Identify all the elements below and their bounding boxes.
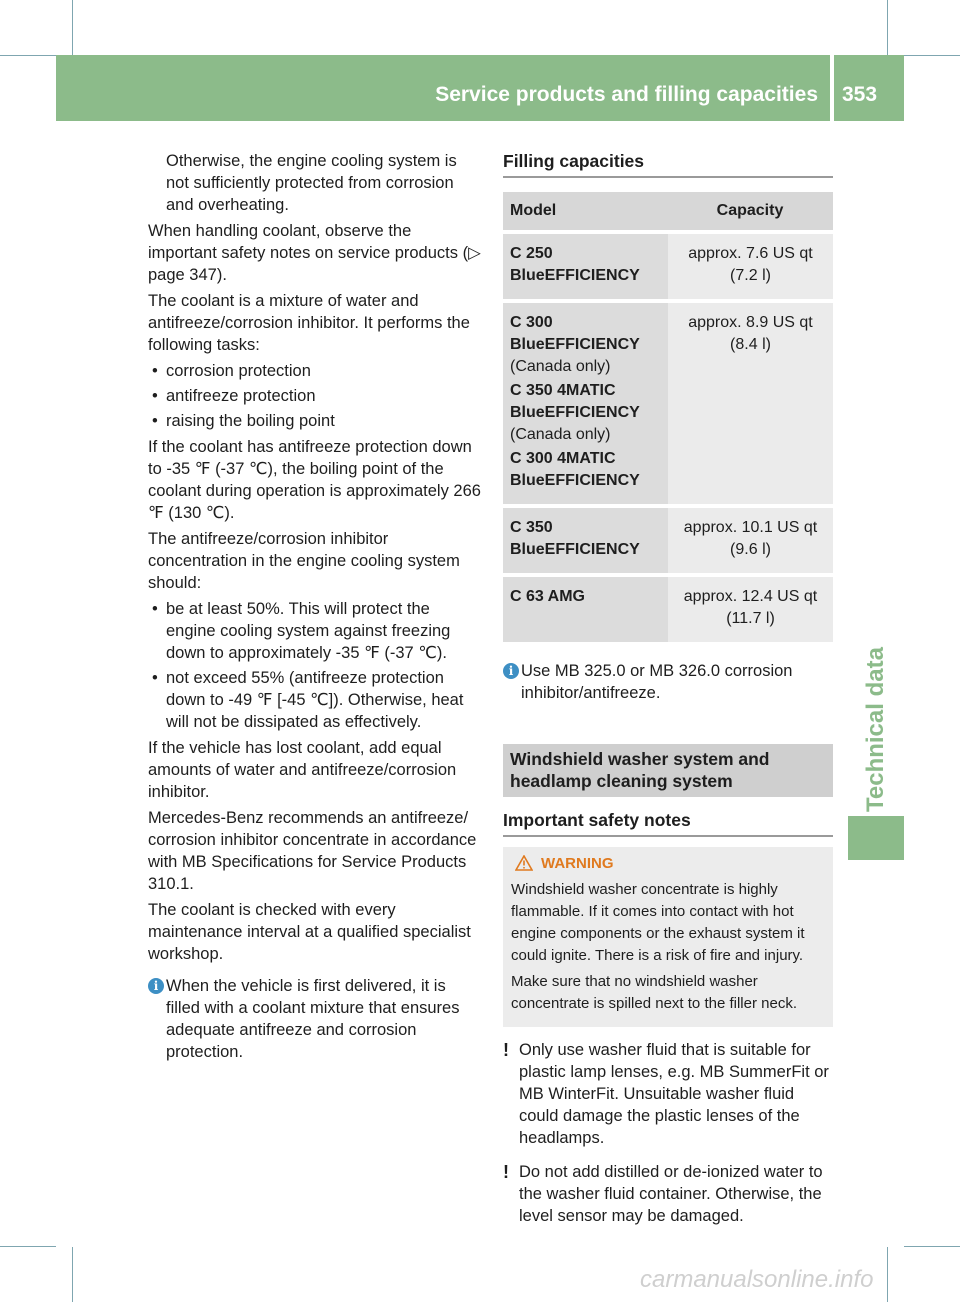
- filling-capacities-heading: Filling capacities: [503, 150, 833, 178]
- header-separator: [830, 55, 834, 121]
- table-row: [503, 234, 833, 299]
- paragraph: The coolant is checked with every maintenance interval at a qualified specialist workshop.: [148, 901, 471, 963]
- warning-triangle-icon: [515, 855, 533, 871]
- capacity-cell: [668, 508, 833, 573]
- info-note: [148, 975, 482, 1063]
- exclamation-icon: !: [503, 1040, 509, 1060]
- table-header-row: [503, 192, 833, 230]
- model-note: (Canada only): [510, 358, 611, 375]
- crop-mark: [904, 1246, 960, 1247]
- crop-mark: [0, 55, 56, 56]
- capacity-l: (9.6 l): [730, 541, 771, 558]
- capacity-qt: approx. 7.6 US qt: [688, 245, 813, 262]
- capacity-l: (11.7 l): [726, 610, 775, 627]
- left-column: [148, 150, 482, 1063]
- table-row: [503, 577, 833, 642]
- warning-text: Windshield washer concentrate is highly flammable. If it comes into contact with hot engine components or the exhaust system it could ignite. There is a risk of fire and injury.: [511, 881, 805, 964]
- info-note: [503, 660, 833, 704]
- watermark: carmanualsonline.info: [640, 1266, 874, 1293]
- caution-text: Only use washer fluid that is suitable for plastic lamp lenses, e.g. MB SummerFit or MB WinterFit. Unsuitable washer fluid could damage the plastic lenses of the headlamps.: [519, 1041, 829, 1147]
- capacity-table: [503, 188, 833, 646]
- table-row: [503, 303, 833, 504]
- paragraph: Mercedes-Benz recommends an antifreeze/ corrosion inhibitor concentrate in accordance with MB Specifications for Service Products 310.1.: [148, 809, 477, 893]
- model-cell: C 63 AMG: [503, 577, 668, 642]
- capacity-qt: approx. 10.1 US qt: [683, 519, 818, 536]
- caution-note: [503, 1039, 833, 1149]
- page-header: [56, 55, 904, 121]
- crop-mark: [887, 0, 888, 55]
- paragraph: If the coolant has antifreeze protection down to -35 ℉ (-37 ℃), the boiling point of the coolant during operation is approximately 266 ℉ (130 ℃).: [148, 438, 481, 522]
- caution-note: [503, 1161, 833, 1227]
- model-name: C 300 4MATIC BlueEFFICIENCY: [510, 450, 640, 489]
- page-number: 353: [842, 83, 878, 106]
- section-heading: Windshield washer system and headlamp cleaning system: [503, 744, 833, 797]
- concentration-list: [148, 598, 482, 733]
- model-cell: C 250 BlueEFFICIENCY: [503, 234, 668, 299]
- crop-mark: [887, 1247, 888, 1302]
- list-item: • raising the boiling point: [148, 410, 482, 432]
- capacity-l: (8.4 l): [730, 336, 771, 353]
- crop-mark: [0, 1246, 56, 1247]
- list-item: • be at least 50%. This will protect the engine cooling system against freezing down to approximately -35 ℉ (-37 ℃).: [148, 598, 482, 664]
- warning-text: Make sure that no windshield washer concentrate is spilled next to the filler neck.: [511, 973, 797, 1012]
- paragraph: Otherwise, the engine cooling system is not sufficiently protected from corrosion and overheating.: [166, 152, 457, 214]
- tasks-list: [148, 360, 482, 432]
- exclamation-icon: !: [503, 1162, 509, 1182]
- capacity-qt: approx. 8.9 US qt: [688, 314, 813, 331]
- list-item: • antifreeze protection: [148, 385, 482, 407]
- capacity-qt: approx. 12.4 US qt: [683, 588, 818, 605]
- header-title: Service products and filling capacities: [435, 83, 818, 106]
- warning-box: [503, 847, 833, 1027]
- warning-title: [511, 853, 825, 875]
- list-item: • not exceed 55% (antifreeze protection down to -49 ℉ [-45 ℃]). Otherwise, heat will not be dissipated as effectively.: [148, 667, 482, 733]
- crop-mark: [904, 55, 960, 56]
- table-row: [503, 508, 833, 573]
- capacity-cell: [668, 577, 833, 642]
- list-item: • corrosion protection: [148, 360, 482, 382]
- info-icon: i: [503, 663, 519, 679]
- info-text: When the vehicle is first delivered, it is filled with a coolant mixture that ensures adequate antifreeze and corrosion protection.: [166, 977, 460, 1061]
- column-header-model: Model: [503, 192, 668, 230]
- capacity-l: (7.2 l): [730, 267, 771, 284]
- info-icon: i: [148, 978, 164, 994]
- paragraph: If the vehicle has lost coolant, add equal amounts of water and antifreeze/corrosion inhibitor.: [148, 739, 457, 801]
- model-name: C 300 BlueEFFICIENCY: [510, 314, 640, 353]
- right-column: [503, 150, 833, 1227]
- capacity-cell: [668, 234, 833, 299]
- side-tab-marker: [848, 816, 904, 860]
- column-header-capacity: Capacity: [668, 192, 833, 230]
- side-tab-label: Technical data: [862, 647, 889, 812]
- crop-mark: [72, 0, 73, 55]
- model-cell: C 350 BlueEFFICIENCY: [503, 508, 668, 573]
- paragraph: The antifreeze/corrosion inhibitor concentration in the engine cooling system should:: [148, 530, 460, 592]
- crop-mark: [72, 1247, 73, 1302]
- model-cell: [503, 303, 668, 504]
- capacity-cell: [668, 303, 833, 504]
- paragraph: When handling coolant, observe the important safety notes on service products (▷ page 347).: [148, 222, 481, 284]
- safety-notes-heading: Important safety notes: [503, 809, 833, 837]
- model-name: C 350 4MATIC BlueEFFICIENCY: [510, 382, 640, 421]
- warning-label: WARNING: [541, 855, 614, 872]
- info-text: Use MB 325.0 or MB 326.0 corrosion inhibitor/antifreeze.: [521, 662, 793, 702]
- caution-text: Do not add distilled or de-ionized water to the washer fluid container. Otherwise, the level sensor may be damaged.: [519, 1163, 823, 1225]
- model-note: (Canada only): [510, 426, 611, 443]
- paragraph: The coolant is a mixture of water and antifreeze/corrosion inhibitor. It performs the following tasks:: [148, 292, 470, 354]
